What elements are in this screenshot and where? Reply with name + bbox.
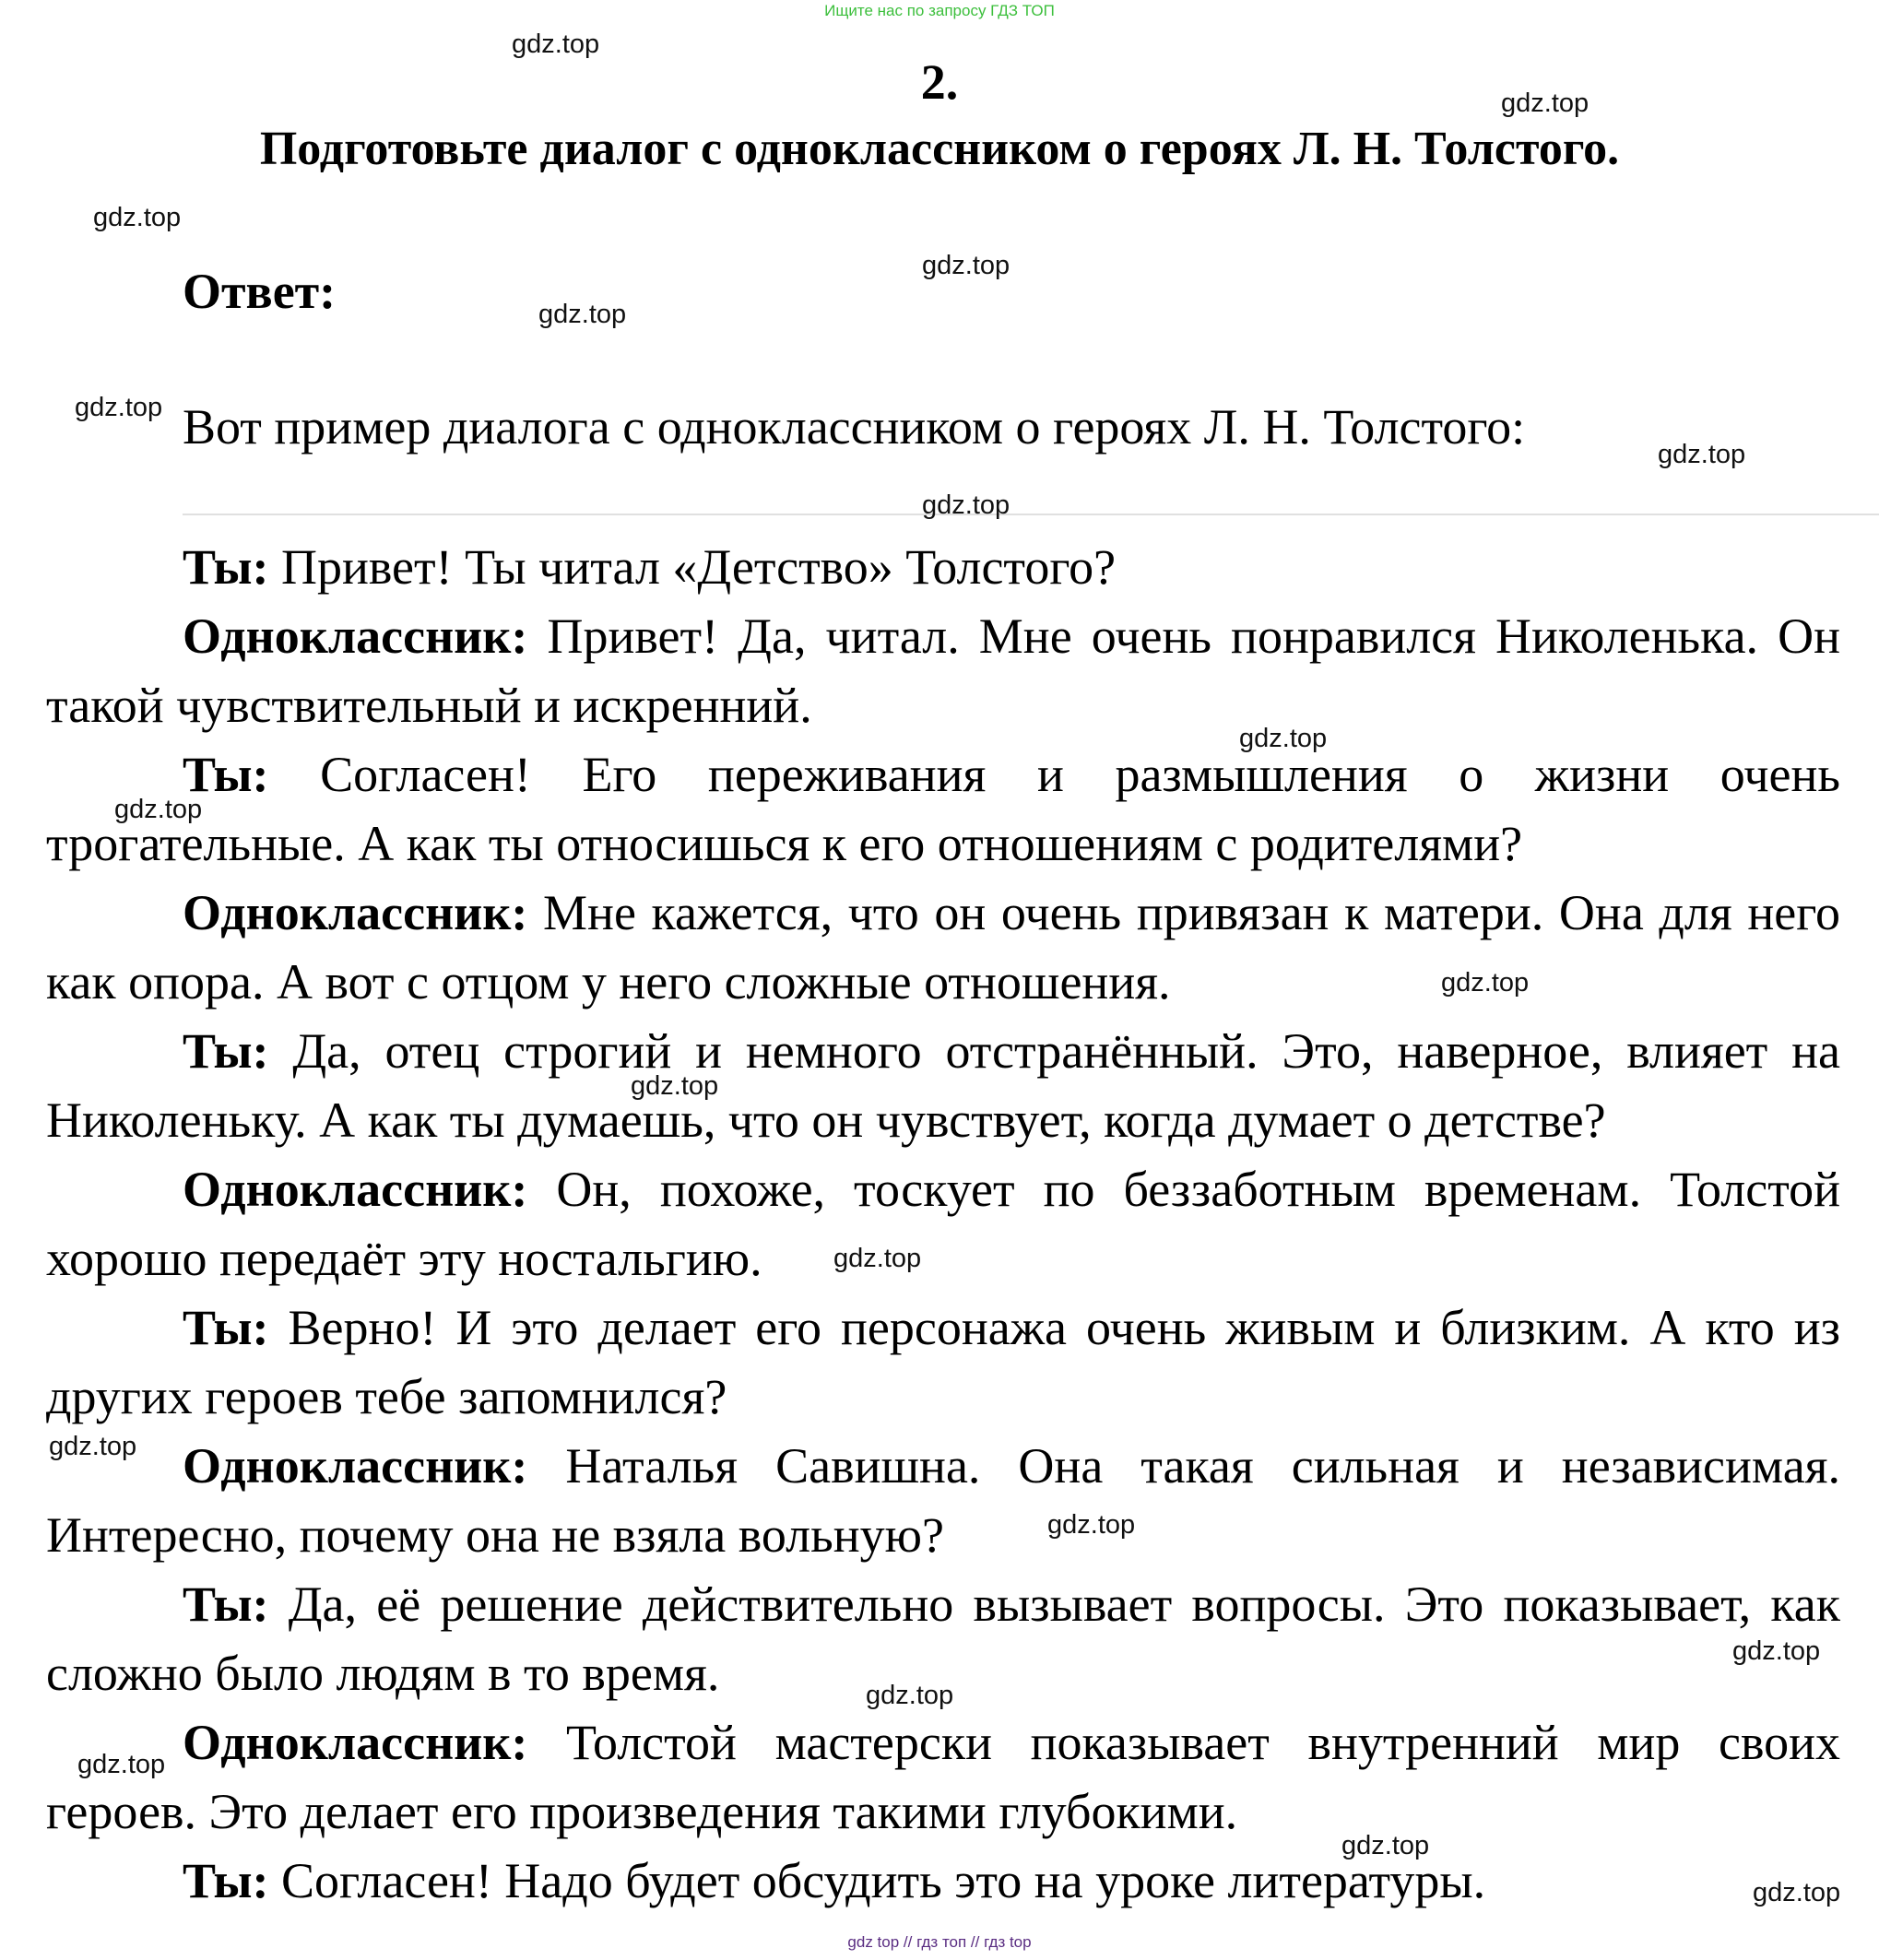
watermark: gdz.top	[1732, 1636, 1821, 1666]
dialog-text: Да, отец строгий и немного отстранённый. Это, наверное, влияет на Николеньку. А как ты думаешь, что он чувствует, когда думает о детстве?	[46, 1023, 1840, 1148]
speaker-label: Одноклассник:	[183, 1715, 528, 1770]
dialog-text: Он, похоже, тоскует по беззаботным временам. Толстой хорошо передаёт эту ностальгию.	[46, 1162, 1840, 1286]
watermark: gdz.top	[866, 1681, 954, 1710]
watermark: gdz.top	[93, 203, 182, 232]
watermark: gdz.top	[1658, 440, 1746, 469]
speaker-label: Одноклассник:	[183, 1162, 528, 1217]
speaker-label: Ты:	[183, 1576, 269, 1632]
watermark: gdz.top	[833, 1244, 922, 1273]
dialog-text: Мне кажется, что он очень привязан к матери. Она для него как опора. А вот с отцом у него сложные отношения.	[46, 885, 1840, 1010]
dialog-line	[46, 602, 1840, 740]
dialog-text: Толстой мастерски показывает внутренний мир своих героев. Это делает его произведения такими глубокими.	[46, 1715, 1840, 1839]
dialog-line	[46, 740, 1840, 879]
watermark: gdz.top	[1501, 89, 1589, 118]
watermark: gdz.top	[922, 251, 1010, 280]
task-title: Подготовьте диалог с одноклассником о героях Л. Н. Толстого.	[259, 123, 1620, 175]
dialog-line	[46, 879, 1840, 1017]
dialog-line	[46, 1432, 1840, 1570]
watermark: gdz.top	[1441, 968, 1530, 998]
speaker-label: Ты:	[183, 747, 269, 802]
dialog-text: Привет! Да, читал. Мне очень понравился Николенька. Он такой чувствительный и искренний.	[46, 608, 1840, 733]
speaker-label: Ты:	[183, 1300, 269, 1355]
dialog-line	[46, 1017, 1840, 1155]
bottom-banner: gdz top // гдз топ // гдз top	[847, 1933, 1032, 1951]
dialog-line	[46, 1708, 1840, 1847]
watermark: gdz.top	[77, 1750, 166, 1779]
dialog-text: Наталья Савишна. Она такая сильная и независимая. Интересно, почему она не взяла вольную?	[46, 1438, 1840, 1563]
answer-intro: Вот пример диалога с одноклассником о героях Л. Н. Толстого:	[183, 399, 1526, 455]
dialog-text: Привет! Ты читал «Детство» Толстого?	[268, 539, 1117, 595]
watermark: gdz.top	[49, 1432, 137, 1461]
task-number: 2.	[920, 54, 959, 110]
dialog-line	[46, 1155, 1840, 1293]
divider	[183, 514, 1879, 515]
answer-label: Ответ:	[183, 264, 337, 319]
watermark: gdz.top	[1341, 1831, 1430, 1860]
dialog-line	[46, 1293, 1840, 1432]
speaker-label: Ты:	[183, 539, 269, 595]
watermark: gdz.top	[922, 490, 1010, 520]
top-banner: Ищите нас по запросу ГДЗ ТОП	[824, 2, 1055, 19]
speaker-label: Ты:	[183, 1853, 269, 1908]
watermark: gdz.top	[75, 393, 163, 422]
watermark: gdz.top	[1239, 724, 1328, 753]
speaker-label: Одноклассник:	[183, 608, 528, 664]
dialog-text: Верно! И это делает его персонажа очень живым и близким. А кто из других героев тебе запомнился?	[46, 1300, 1840, 1424]
watermark: gdz.top	[1047, 1510, 1136, 1540]
watermark: gdz.top	[631, 1071, 719, 1101]
watermark: gdz.top	[538, 300, 627, 329]
dialog-line	[46, 1847, 1840, 1916]
speaker-label: Ты:	[183, 1023, 269, 1079]
speaker-label: Одноклассник:	[183, 1438, 528, 1494]
dialog-line	[46, 533, 1840, 602]
dialog-text: Согласен! Его переживания и размышления о жизни очень трогательные. А как ты относишься к его отношениям с родителями?	[46, 747, 1840, 871]
speaker-label: Одноклассник:	[183, 885, 528, 940]
dialog-text: Да, её решение действительно вызывает вопросы. Это показывает, как сложно было людям в то время.	[46, 1576, 1840, 1701]
watermark: gdz.top	[114, 795, 203, 824]
watermark: gdz.top	[512, 30, 600, 59]
watermark: gdz.top	[1753, 1878, 1841, 1907]
dialog-text: Согласен! Надо будет обсудить это на уроке литературы.	[268, 1853, 1486, 1908]
